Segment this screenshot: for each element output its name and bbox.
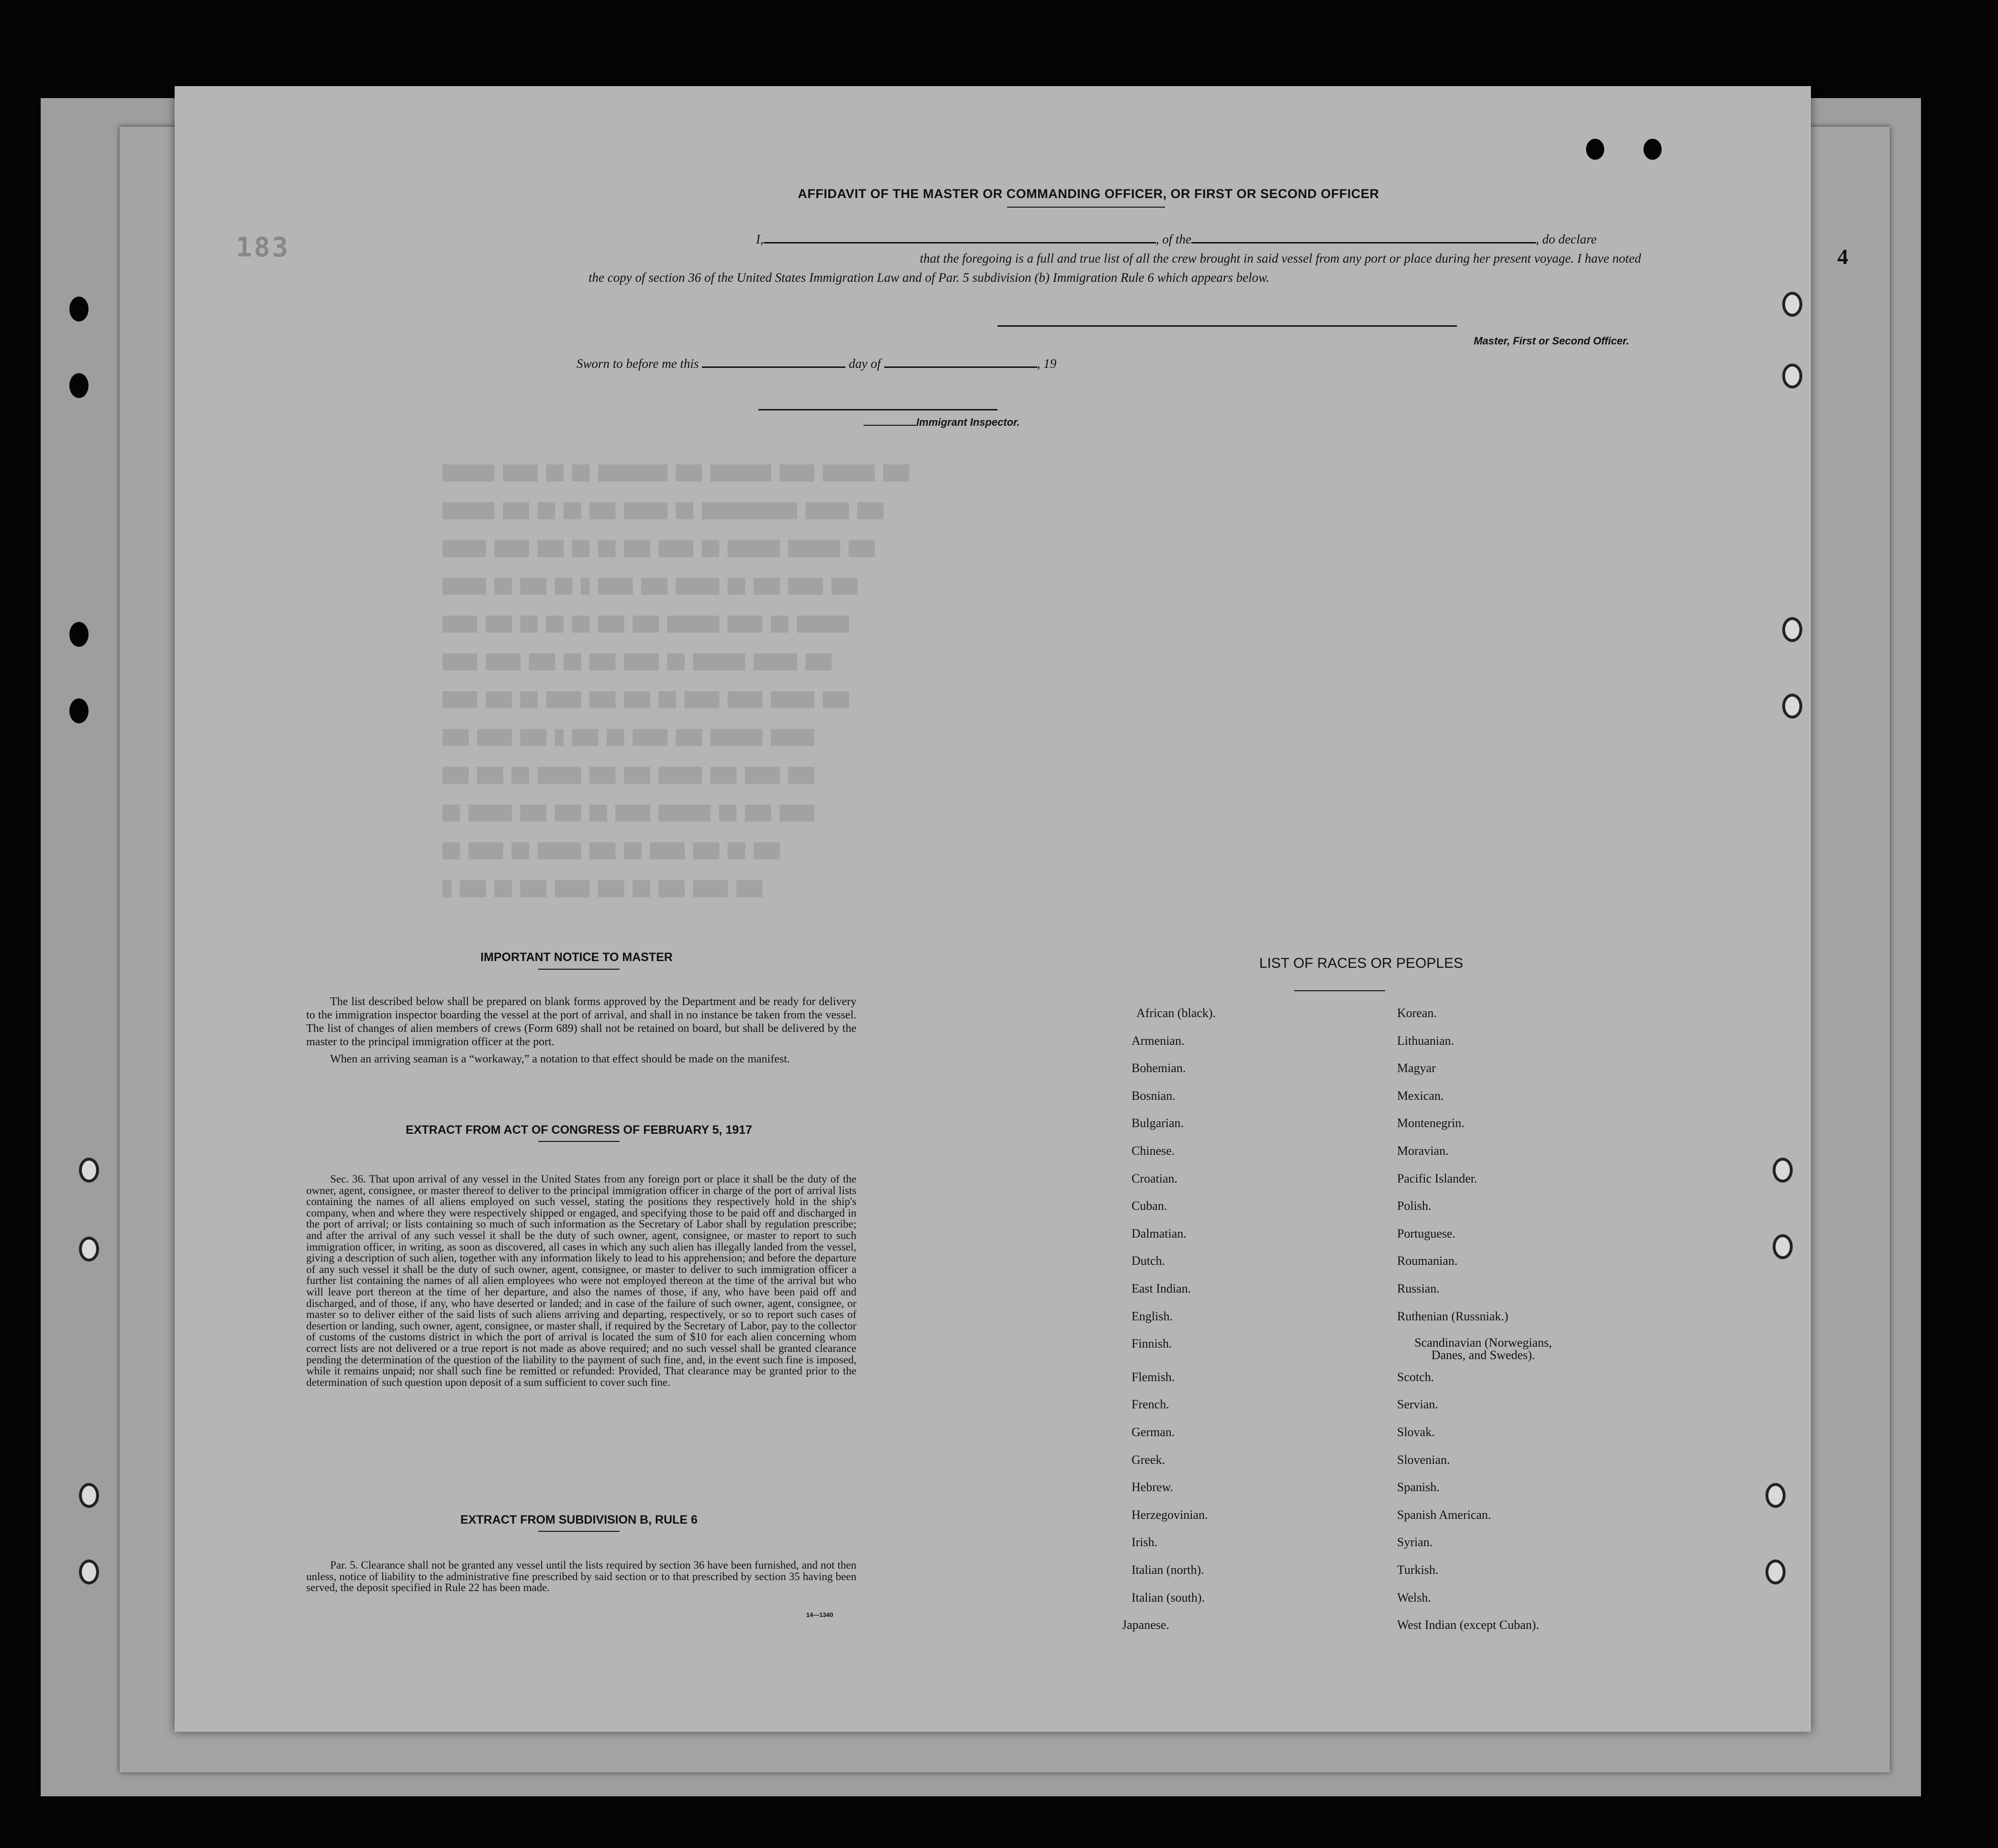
race-item: Russian. bbox=[1397, 1282, 1440, 1295]
race-item: African (black). bbox=[1136, 1006, 1216, 1020]
race-item: Herzegovinian. bbox=[1132, 1507, 1208, 1522]
race-item: Flemish. bbox=[1132, 1370, 1175, 1384]
bleed-through-text: ██████ ████ ██ ██ ████████ ███ ███████ ████ ██████ ███ ██████ ███ ██ ██ ███ █████ ██ ███████████ █████ ███ █████ ████ ███ ██ ██ ███ ████ ██ ██████ ██████ ███ █████ ██ ███ ██ █ ████ ███ █████ ██ ███ ████ ███ ████ ███ ██ ██ ██ ███ ███ ██████ ████ ██ ██████ ████ ████ ███ ██ ███ ████ ██ ██████ █████ ███ ████ ███ ██ ████ ███ ███ ██ ████ ████ █████ ███ ███ ████ ███ █ ███ ██ ████ ███ ██████ █████ ███ ███ ██ █████ ███ ███ █████ ███ ████ ███ ██ █████ ███ ███ ██ ████ ██████ ██ ███ ████ ██ ████ ██ █████ ███ ██ ████ ███ ██ ███ █ ███ ██ ███ ████ ███ ██ ███ ████ ███ bbox=[443, 465, 910, 897]
race-item: Hebrew. bbox=[1132, 1480, 1174, 1494]
affidavit-line1 bbox=[579, 230, 1641, 249]
binder-hole bbox=[1782, 694, 1802, 719]
signature-line bbox=[998, 325, 1457, 327]
extract-act-title: EXTRACT FROM ACT OF CONGRESS OF FEBRUARY 5, 1917 bbox=[405, 1123, 753, 1137]
race-item: Ruthenian (Russniak.) bbox=[1397, 1309, 1509, 1323]
binder-hole bbox=[1765, 1483, 1786, 1508]
binder-hole bbox=[79, 1560, 99, 1584]
sworn-line bbox=[577, 354, 1056, 371]
affidavit-line3: the copy of section 36 of the United States Immigration Law and of Par. 5 subdivision (b) Immigration Rule 6 which appears below. bbox=[588, 270, 1269, 285]
race-item: Japanese. bbox=[1122, 1618, 1169, 1632]
binder-hole bbox=[79, 1158, 99, 1183]
signature-caption: Master, First or Second Officer. bbox=[1474, 335, 1629, 347]
stamp-number: 183 bbox=[236, 232, 290, 263]
race-item: Mexican. bbox=[1397, 1088, 1444, 1103]
race-item: Croatian. bbox=[1132, 1171, 1178, 1185]
race-item: Slovak. bbox=[1397, 1425, 1435, 1439]
sworn-day-blank bbox=[702, 354, 845, 368]
notice-paragraph-1: The list described below shall be prepared on blank forms approved by the Department and be ready for delivery to the immigration inspector boarding the vessel at the port of arrival, and shall in no instance be taken from the vessel. The list of changes of alien members of crews (Form 689) shall not be retained on board, but shall be delivered by the master to the principal immigration officer at the port. bbox=[306, 996, 856, 1048]
race-item: Cuban. bbox=[1132, 1199, 1167, 1213]
race-item: Scotch. bbox=[1397, 1370, 1434, 1384]
race-item: Armenian. bbox=[1132, 1033, 1185, 1048]
race-item: Roumanian. bbox=[1397, 1254, 1458, 1268]
binder-hole bbox=[79, 1237, 99, 1262]
extract-rule-body: Par. 5. Clearance shall not be granted any vessel until the lists required by section 36 have been furnished, and not then unless, notice of liability to the administrative fine prescribed by said section or to that prescribed by section 35 having been served, the deposit specified in Rule 22 has been made. bbox=[306, 1559, 856, 1594]
race-item: Irish. bbox=[1132, 1535, 1158, 1549]
binder-hole bbox=[79, 1483, 99, 1508]
binder-hole bbox=[1782, 617, 1802, 642]
affidavit-of-the: , of the bbox=[1155, 232, 1191, 246]
inspector-signature-line bbox=[758, 409, 998, 410]
race-item: Italian (north). bbox=[1132, 1563, 1204, 1577]
race-item: English. bbox=[1132, 1309, 1173, 1323]
race-item: Montenegrin. bbox=[1397, 1116, 1465, 1130]
races-divider bbox=[1294, 990, 1385, 991]
race-item: French. bbox=[1132, 1397, 1169, 1412]
race-item: Scandinavian (Norwegians, Danes, and Swedes). bbox=[1414, 1336, 1552, 1362]
manifest-page bbox=[175, 86, 1848, 1732]
race-item: Bulgarian. bbox=[1132, 1116, 1184, 1130]
extract-rule-divider bbox=[538, 1531, 620, 1532]
race-item: East Indian. bbox=[1132, 1282, 1191, 1295]
race-item: Bosnian. bbox=[1132, 1088, 1176, 1103]
punch-hole bbox=[1643, 139, 1662, 160]
binder-hole bbox=[69, 622, 89, 647]
inspector-caption: Immigrant Inspector. bbox=[916, 416, 1020, 428]
race-item: Moravian. bbox=[1397, 1144, 1449, 1158]
extract-act-body: Sec. 36. That upon arrival of any vessel in the United States from any foreign port or place it shall be the duty of the owner, agent, consignee, or master thereof to deliver to the principal immigration officer in charge of the port of arrival lists containing the names of all aliens employed on such vessel, stating the positions they respectively hold in the ship's company, when and where they were respectively shipped or engaged, and specifying those to be paid off and discharged in the port of arrival; or lists containing so much of such information as the Secretary of Labor shall by regulation prescribe; and after the arrival of any such vessel it shall be the duty of such owner, agent, consignee, or master to report to such immigration officer, in writing, as soon as discovered, all cases in which any such alien has illegally landed from the vessel, giving a description of such alien, together with any information likely to lead to his apprehension; and before the departure of any such vessel it shall be the duty of such owner, agent, consignee, or master to deliver to such immigration officer a further list containing the names of all alien employees who were not employed thereon at the time of the arrival but who will leave port thereon at the time of her departure, and also the names of those, if any, who have been paid off and discharged, and of those, if any, who have deserted or landed; and in case of the failure of such owner, agent, consignee, or master so to deliver either of the said lists of such aliens arriving and departing, respectively, or so to report such cases of desertion or landing, such owner, agent, consignee, or master shall, if required by the Secretary of Labor, pay to the collector of customs of the customs district in which the port of arrival is located the sum of $10 for each alien concerning whom correct lists are not delivered or a true report is not made as above required; and no such vessel shall be granted clearance pending the determination of the question of the liability to the payment of such fine, and, in the event such fine is imposed, while it remains unpaid; nor shall such fine be remitted or refunded: Provided, That clearance may be granted prior to the determination of such question upon deposit of a sum sufficient to cover such fine. bbox=[306, 1173, 856, 1388]
extract-rule-title: EXTRACT FROM SUBDIVISION B, RULE 6 bbox=[460, 1513, 698, 1527]
notice-paragraph-2: When an arriving seaman is a “workaway,” a notation to that effect should be made on the manifest. bbox=[330, 1053, 790, 1065]
race-item: Magyar bbox=[1397, 1061, 1436, 1075]
sworn-prefix: Sworn to before me this bbox=[577, 356, 699, 371]
race-item: Portuguese. bbox=[1397, 1226, 1456, 1240]
affidavit-line2: that the foregoing is a full and true list of all the crew brought in said vessel from any port or place during her present voyage. I have noted bbox=[920, 251, 1641, 266]
inspector-caption-wrap bbox=[864, 416, 1020, 429]
page-edge-number: 4 bbox=[1837, 244, 1848, 269]
sworn-month-blank bbox=[884, 354, 1037, 368]
race-item: Italian (south). bbox=[1132, 1590, 1205, 1605]
race-item: Syrian. bbox=[1397, 1535, 1433, 1549]
binder-hole bbox=[69, 373, 89, 398]
race-item: German. bbox=[1132, 1425, 1175, 1439]
race-item: Finnish. bbox=[1132, 1337, 1172, 1351]
binder-hole bbox=[1773, 1234, 1793, 1259]
notice-title: IMPORTANT NOTICE TO MASTER bbox=[480, 951, 673, 964]
inspector-dash bbox=[864, 418, 916, 426]
race-item: Polish. bbox=[1397, 1199, 1432, 1213]
affidavit-declare: , do declare bbox=[1536, 232, 1597, 246]
affidavit-title: AFFIDAVIT OF THE MASTER OR COMMANDING OFFICER, OR FIRST OR SECOND OFFICER bbox=[798, 187, 1379, 201]
punch-hole bbox=[1586, 139, 1604, 160]
sworn-year: , 19 bbox=[1037, 356, 1056, 371]
form-code: 14—1340 bbox=[806, 1611, 833, 1618]
notice-divider bbox=[538, 969, 620, 970]
binder-hole bbox=[1773, 1158, 1793, 1183]
race-item: Chinese. bbox=[1132, 1144, 1175, 1158]
affidavit-i: I, bbox=[756, 232, 764, 246]
race-item: Korean. bbox=[1397, 1006, 1437, 1020]
vessel-blank-line bbox=[1191, 230, 1536, 243]
race-item: Pacific Islander. bbox=[1397, 1171, 1477, 1185]
race-item: Welsh. bbox=[1397, 1590, 1431, 1605]
race-item: Lithuanian. bbox=[1397, 1033, 1454, 1048]
affidavit-text bbox=[579, 230, 1641, 287]
race-item: Dutch. bbox=[1132, 1254, 1166, 1268]
binder-hole bbox=[1765, 1560, 1786, 1584]
binder-hole bbox=[1782, 364, 1802, 388]
binder-hole bbox=[1782, 292, 1802, 317]
race-item: Turkish. bbox=[1397, 1563, 1439, 1577]
notice-body bbox=[306, 995, 856, 1070]
title-divider bbox=[1007, 207, 1165, 208]
race-item: Servian. bbox=[1397, 1397, 1438, 1412]
race-item: Bohemian. bbox=[1132, 1061, 1186, 1075]
races-title: LIST OF RACES OR PEOPLES bbox=[1259, 955, 1464, 971]
race-item: Spanish. bbox=[1397, 1480, 1440, 1494]
race-item: Greek. bbox=[1132, 1452, 1166, 1467]
race-item: Slovenian. bbox=[1397, 1452, 1450, 1467]
name-blank-line bbox=[764, 230, 1156, 243]
race-item: Dalmatian. bbox=[1132, 1226, 1187, 1240]
extract-act-divider bbox=[538, 1141, 620, 1142]
race-item: West Indian (except Cuban). bbox=[1397, 1618, 1539, 1632]
binder-hole bbox=[69, 297, 89, 321]
sworn-day-of: day of bbox=[849, 356, 881, 371]
binder-hole bbox=[69, 698, 89, 723]
race-item: Spanish American. bbox=[1397, 1507, 1491, 1522]
